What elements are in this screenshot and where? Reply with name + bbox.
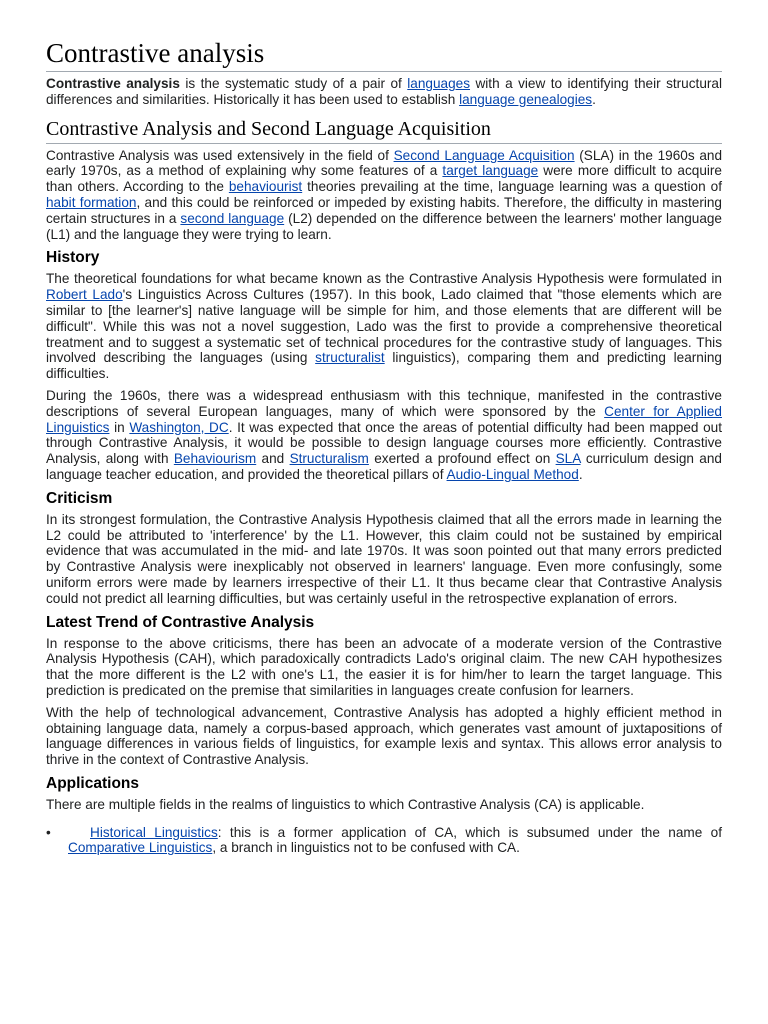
heading-sla: Contrastive Analysis and Second Language Acquisition xyxy=(46,116,722,144)
link-behaviourist[interactable]: behaviourist xyxy=(228,179,303,195)
link-center-applied-linguistics[interactable]: Center for Applied Linguistics xyxy=(46,403,722,435)
text: 's Linguistics Across Cultures (1957). In this book, Lado claimed that "those elements which are similar to [the learner's] native language will be simple for him, and those elements that are different will be difficult". While this was not a novel suggestion, Lado was the first to provide a comprehensive theoretical treatment and to suggest a systematic set of technical procedures for the contrastive study of languages. This involved describing the languages (using xyxy=(46,287,722,366)
link-historical-linguistics[interactable]: Historical Linguistics xyxy=(90,824,218,840)
criticism-paragraph: In its strongest formulation, the Contrastive Analysis Hypothesis claimed that all the errors made in learning the L2 could be attributed to 'interference' by the L1. However, this claim could not be sustained by empirical evidence that was accumulated in the mid- and late 1970s. It was soon pointed out that many errors predicted by Contrastive Analysis were inexplicably not observed in learners' language. Even more confusingly, some uniform errors were made by learners irrespective of their L1. It thus became clear that Contrastive Analysis could not predict all learning difficulties, but was certainly useful in the retrospective explanation of errors. xyxy=(46,511,722,606)
text: in xyxy=(109,419,130,435)
text: theories prevailing at the time, language learning was a question of xyxy=(302,179,722,195)
link-second-language[interactable]: second language xyxy=(180,210,285,226)
link-sla-short[interactable]: SLA xyxy=(555,451,581,467)
text: linguistics), comparing them and predicting learning difficulties. xyxy=(46,350,722,382)
bullet-icon: • xyxy=(46,824,51,840)
history-paragraph-2 xyxy=(46,388,722,483)
heading-latest-trend: Latest Trend of Contrastive Analysis xyxy=(46,613,315,631)
link-languages[interactable]: languages xyxy=(407,76,471,91)
link-comparative-linguistics[interactable]: Comparative Linguistics xyxy=(68,840,213,856)
text: were more difficult to acquire than others. According to the xyxy=(46,163,722,195)
text: , a branch in linguistics not to be confused with CA. xyxy=(212,840,520,856)
link-behaviourism[interactable]: Behaviourism xyxy=(173,451,257,467)
link-sla[interactable]: Second Language Acquisition xyxy=(393,147,575,163)
link-habit-formation[interactable]: habit formation xyxy=(46,194,137,210)
link-washington-dc[interactable]: Washington, DC xyxy=(129,419,229,435)
text: : this is a former application of CA, which is subsumed under the name of xyxy=(217,824,722,840)
link-robert-lado[interactable]: Robert Lado xyxy=(46,287,123,303)
intro-paragraph xyxy=(46,76,722,108)
text: (L2) depended on the difference between the learners' mother language (L1) and the language they were trying to learn. xyxy=(46,210,722,242)
link-structuralism[interactable]: Structuralism xyxy=(289,451,369,467)
text: . It was expected that once the areas of potential difficulty had been mapped out through Contrastive Analysis, it would be possible to design language courses more efficiently. Contrastive Analysis, along with xyxy=(46,419,722,467)
heading-criticism: Criticism xyxy=(46,489,113,507)
text: , and this could be reinforced or impeded by existing habits. Therefore, the difficulty in mastering certain structures in a xyxy=(46,194,722,226)
text: and xyxy=(256,451,290,467)
heading-history: History xyxy=(46,249,100,267)
page-title: Contrastive analysis xyxy=(46,36,722,72)
latest-paragraph-2: With the help of technological advancement, Contrastive Analysis has adopted a highly efficient method in obtaining language data, namely a corpus-based approach, which generates vast amount of juxtapositions of language differences in various fields of linguistics, for example lexis and syntax. This allows error analysis to thrive in the context of Contrastive Analysis. xyxy=(46,704,722,768)
text: During the 1960s, there was a widespread enthusiasm with this technique, manifested in the contrastive descriptions of several European languages, many of which were sponsored by the xyxy=(46,387,722,419)
intro-bold-term: Contrastive analysis xyxy=(46,76,180,91)
link-structuralist[interactable]: structuralist xyxy=(315,350,385,366)
text: . xyxy=(578,466,583,482)
link-language-genealogies[interactable]: language genealogies xyxy=(459,91,593,107)
text: . xyxy=(592,91,596,107)
text: curriculum design and language teacher education, and provided the theoretical pillars of xyxy=(46,451,722,482)
text: with a view to identifying their structural differences and similarities. Historically it has been used to establish xyxy=(46,76,722,107)
latest-paragraph-1: In response to the above criticisms, there has been an advocate of a moderate version of the Contrastive Analysis Hypothesis (CAH), which paradoxically contradicts Lado's original claim. The new CAH hypothesizes that the more different is the L2 with one's L1, the easier it is for him/her to learn the target language. This prediction is predicated on the premise that similarities in languages create confusion for learners. xyxy=(46,635,722,698)
text: is the systematic study of a pair of xyxy=(179,76,408,91)
heading-applications: Applications xyxy=(46,774,140,792)
text: exerted a profound effect on xyxy=(368,451,556,467)
sla-paragraph xyxy=(46,148,722,243)
applications-list xyxy=(46,825,722,857)
text: The theoretical foundations for what became known as the Contrastive Analysis Hypothesis were formulated in xyxy=(46,271,722,287)
text: (SLA) in the 1960s and early 1970s, as a method of explaining why some features of a xyxy=(46,147,723,179)
text: Contrastive Analysis was used extensively in the field of xyxy=(46,147,394,163)
link-audio-lingual-method[interactable]: Audio-Lingual Method xyxy=(446,466,579,482)
applications-paragraph: There are multiple fields in the realms of linguistics to which Contrastive Analysis (CA) is applicable. xyxy=(46,796,645,812)
history-paragraph-1 xyxy=(46,271,722,382)
list-item xyxy=(46,825,722,857)
link-target-language[interactable]: target language xyxy=(442,163,539,179)
